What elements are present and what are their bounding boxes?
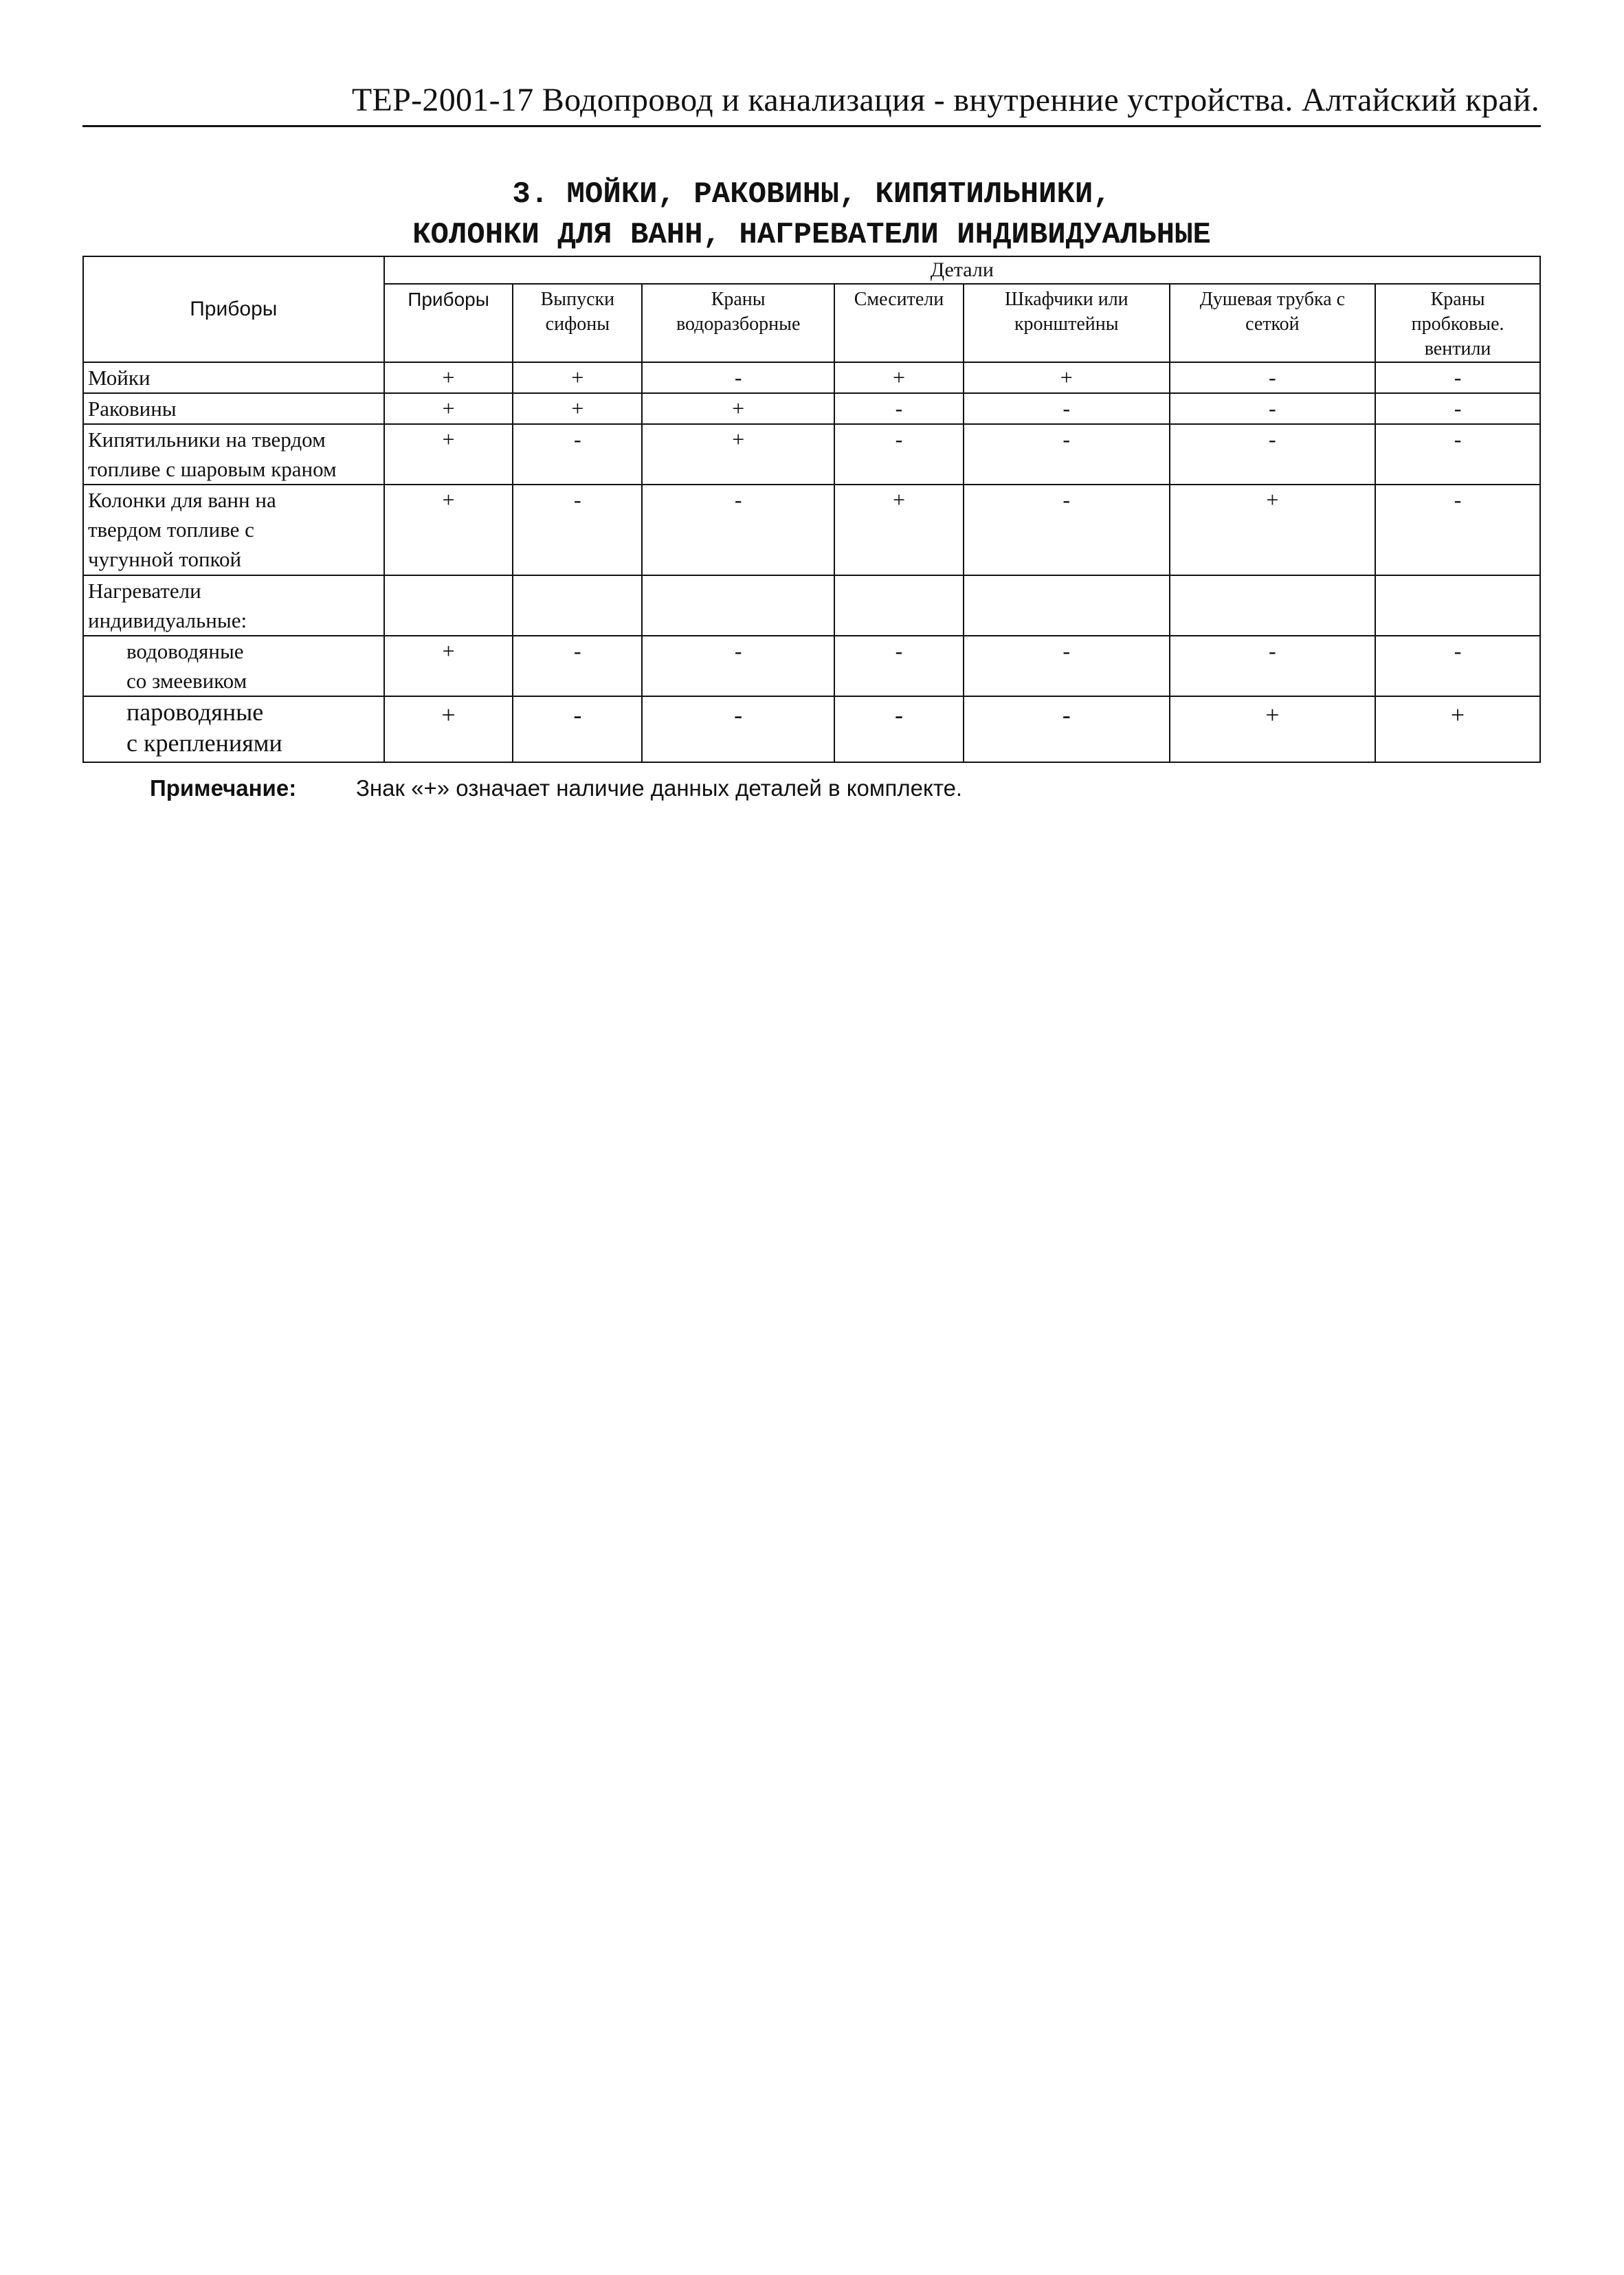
- table-cell: -: [1170, 362, 1376, 393]
- row-label: [83, 575, 384, 636]
- column-header-line: вентили: [1424, 338, 1491, 359]
- table-cell: +: [513, 362, 642, 393]
- column-header-line: Краны: [1430, 289, 1485, 310]
- table-cell: +: [513, 393, 642, 424]
- table-cell: +: [384, 696, 513, 762]
- table-cell: -: [834, 424, 964, 485]
- table-cell: -: [1375, 485, 1540, 575]
- table-cell: -: [642, 636, 834, 696]
- table-cell: -: [1375, 393, 1540, 424]
- table-cell: +: [384, 393, 513, 424]
- column-header-line: сеткой: [1245, 313, 1300, 335]
- table-cell: -: [513, 636, 642, 696]
- table-cell: +: [384, 424, 513, 485]
- equipment-details-table: [82, 256, 1541, 763]
- table-cell: [384, 575, 513, 636]
- table-cell: [834, 575, 964, 636]
- table-cell: -: [513, 424, 642, 485]
- table-cell: -: [513, 485, 642, 575]
- table-cell: +: [1170, 485, 1376, 575]
- table-cell: [1170, 575, 1376, 636]
- table-row: [83, 362, 1540, 393]
- table-cell: -: [834, 696, 964, 762]
- table-row: [83, 696, 1540, 762]
- table-cell: +: [834, 485, 964, 575]
- table-cell: -: [1375, 362, 1540, 393]
- table-cell: [1375, 575, 1540, 636]
- table-cell: -: [1375, 636, 1540, 696]
- column-header-line: Приборы: [408, 289, 489, 310]
- column-header-line: Шкафчики или: [1004, 289, 1128, 310]
- column-header: [384, 284, 513, 362]
- table-cell: -: [1170, 424, 1376, 485]
- table-cell: +: [1375, 696, 1540, 762]
- table-cell: -: [964, 696, 1170, 762]
- row-label-line: Колонки для ванн на: [88, 488, 276, 512]
- table-cell: +: [384, 362, 513, 393]
- column-header-line: кронштейны: [1014, 313, 1119, 335]
- row-label-line: водоводяные: [126, 639, 244, 663]
- table-row: [83, 575, 1540, 636]
- table-row: [83, 393, 1540, 424]
- note-text: Знак «+» означает наличие данных деталей в комплекте.: [356, 775, 963, 801]
- table-cell: -: [964, 636, 1170, 696]
- table-cell: -: [964, 424, 1170, 485]
- row-label-line: чугунной топкой: [88, 547, 242, 571]
- row-label: [83, 362, 384, 393]
- column-header-line: Душевая трубка с: [1199, 289, 1346, 310]
- column-header: [1170, 284, 1376, 362]
- table-cell: -: [642, 362, 834, 393]
- section-title-line1: 3. МОЙКИ, РАКОВИНЫ, КИПЯТИЛЬНИКИ,: [512, 177, 1111, 212]
- column-header-line: Смесители: [854, 289, 944, 310]
- row-label-line: Нагреватели: [88, 579, 201, 603]
- table-cell: -: [834, 393, 964, 424]
- row-label-line: пароводяные: [126, 698, 264, 726]
- table-cell: [964, 575, 1170, 636]
- column-header: [642, 284, 834, 362]
- table-row: [83, 636, 1540, 696]
- table-cell: +: [834, 362, 964, 393]
- table-cell: -: [964, 393, 1170, 424]
- group-header-details: Детали: [384, 256, 1540, 284]
- header-rule: [82, 125, 1541, 127]
- column-header: [513, 284, 642, 362]
- running-header: ТЕР-2001-17 Водопровод и канализация - внутренние устройства. Алтайский край.: [351, 82, 1539, 118]
- section-title-line2: КОЛОНКИ ДЛЯ ВАНН, НАГРЕВАТЕЛИ ИНДИВИДУАЛЬНЫЕ: [412, 218, 1211, 252]
- column-header: [1375, 284, 1540, 362]
- table-cell: +: [964, 362, 1170, 393]
- table-cell: -: [642, 485, 834, 575]
- row-label-line: твердом топливе с: [88, 518, 254, 542]
- table-header-row: [83, 256, 1540, 284]
- table-row: [83, 424, 1540, 485]
- table-body: [83, 362, 1540, 762]
- table-cell: [513, 575, 642, 636]
- row-label: [83, 424, 384, 485]
- table-note: [150, 775, 962, 801]
- table-cell: -: [642, 696, 834, 762]
- note-label: Примечание:: [150, 775, 297, 801]
- table-row: [83, 485, 1540, 575]
- column-header-line: водоразборные: [676, 313, 801, 335]
- table-cell: -: [1375, 424, 1540, 485]
- row-label: [83, 485, 384, 575]
- table-cell: -: [1170, 636, 1376, 696]
- row-label-line: со змеевиком: [126, 669, 247, 693]
- row-label-line: Кипятильники на твердом: [88, 428, 326, 452]
- column-header-line: Выпуски: [540, 289, 615, 310]
- row-header-devices: Приборы: [83, 256, 384, 362]
- row-label: [83, 636, 384, 696]
- row-label-line: Раковины: [88, 397, 177, 421]
- row-label-line: с креплениями: [126, 729, 282, 757]
- table-cell: -: [834, 636, 964, 696]
- row-label-line: топливе с шаровым краном: [88, 457, 337, 481]
- table-cell: +: [384, 485, 513, 575]
- row-label-line: индивидуальные:: [88, 608, 247, 632]
- column-header-line: Краны: [711, 289, 766, 310]
- row-label: [83, 393, 384, 424]
- column-header: [834, 284, 964, 362]
- table-cell: +: [642, 424, 834, 485]
- row-label: [83, 696, 384, 762]
- column-header-line: сифоны: [545, 313, 610, 335]
- table-cell: +: [384, 636, 513, 696]
- column-header-line: пробковые.: [1411, 313, 1504, 335]
- table-cell: -: [1170, 393, 1376, 424]
- table-cell: +: [642, 393, 834, 424]
- table-cell: -: [513, 696, 642, 762]
- table-cell: +: [1170, 696, 1376, 762]
- table-cell: -: [964, 485, 1170, 575]
- column-header: [964, 284, 1170, 362]
- table-cell: [642, 575, 834, 636]
- row-label-line: Мойки: [88, 366, 151, 390]
